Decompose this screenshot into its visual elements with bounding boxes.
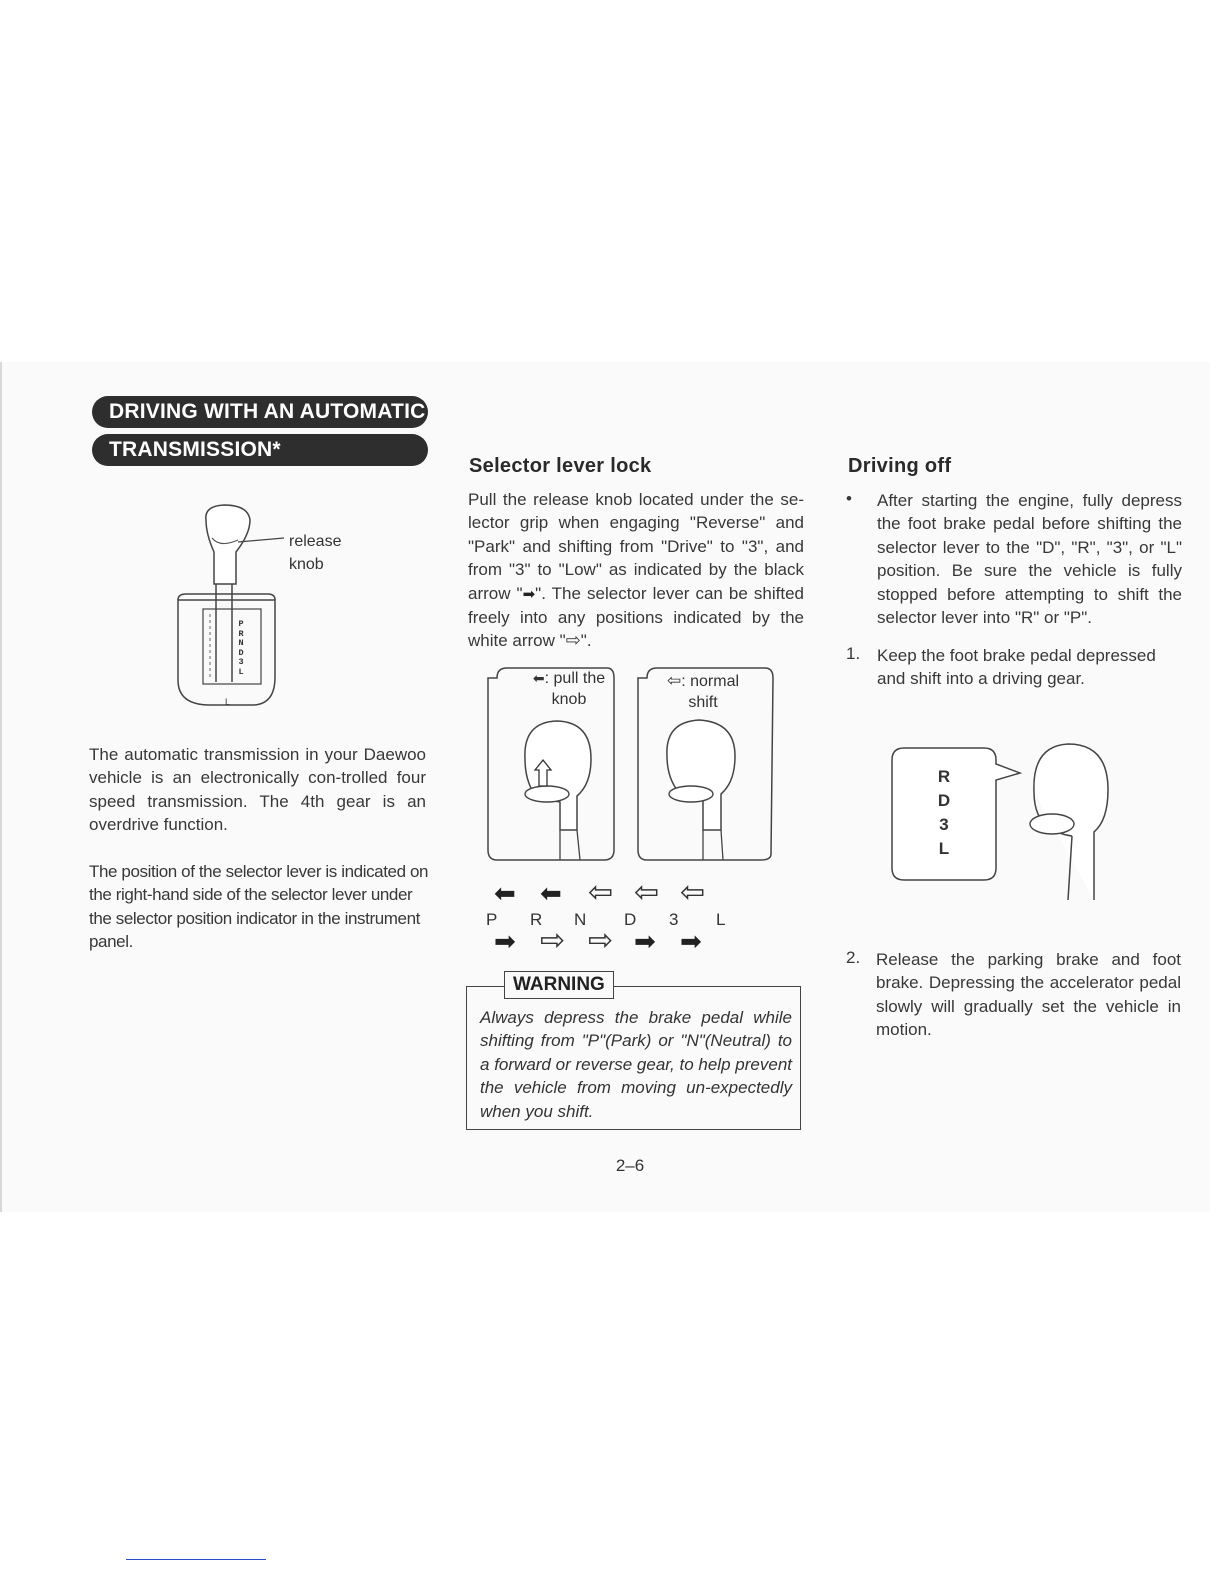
gate-letter: P: [238, 619, 244, 629]
section-banner-line2: TRANSMISSION*: [92, 434, 428, 466]
black-arrow-right-icon: ➡: [680, 926, 702, 956]
knob-label: knob: [289, 556, 324, 573]
black-arrow-right-icon: ➡: [634, 926, 656, 956]
gear-letter-r: R: [530, 910, 543, 929]
gate-letter: R: [238, 628, 244, 639]
gate-letter: D: [238, 647, 244, 658]
paragraph-text: Pull the release knob located under the se-lector grip when engaging "Reverse" and "Park" and shifting from "Drive" to "3", and from "3" to "Low" as indicated by the black arrow ": [468, 490, 804, 603]
normal-shift-legend: [648, 670, 758, 713]
white-arrow-left-icon: ⇦: [588, 876, 614, 909]
bullet-paragraph: After starting the engine, fully depress the foot brake pedal before shifting the selector lever to the "D", "R", "3", or "L" position. Be sure the vehicle is fully stopped before attempting to shift the selector lever into "R" or "P".: [877, 491, 1182, 628]
black-arrow-right-icon: ➡: [494, 926, 516, 956]
page-number: 2–6: [615, 1156, 645, 1175]
release-label: release: [289, 533, 342, 550]
gate-letter: 3: [238, 657, 244, 667]
intro-paragraph: The automatic transmission in your Daewoo vehicle is an electronically con-trolled four speed transmission. The 4th gear is an overdrive function.: [89, 745, 426, 835]
gear-letter-n: N: [574, 910, 587, 929]
step-1-text: Keep the foot brake pedal depressed and shift into a driving gear.: [877, 646, 1156, 689]
white-arrow-right-icon: ⇨: [588, 924, 614, 957]
gear-letter-3: 3: [669, 910, 679, 929]
white-arrow-icon: ⇨: [565, 630, 581, 651]
legend-text: : pull the: [544, 670, 606, 687]
white-arrow-right-icon: ⇨: [540, 924, 566, 957]
step-2-text: Release the parking brake and foot brake. Depressing the accelerator pedal slowly will gradually set the vehicle in motion.: [876, 950, 1181, 1040]
section-banner-line1: DRIVING WITH AN AUTOMATIC: [92, 396, 428, 428]
selector-lock-paragraph: [468, 488, 804, 653]
white-arrow-left-icon: ⇦: [634, 876, 660, 909]
gate-bottom-letter: L: [225, 697, 231, 707]
white-arrow-left-icon: ⇦: [680, 876, 706, 909]
black-arrow-left-icon: ⬅: [540, 878, 562, 908]
bottom-link-line[interactable]: [126, 1559, 266, 1560]
legend-text: shift: [688, 694, 718, 711]
indicator-letter-r: R: [937, 767, 951, 786]
legend-text: knob: [551, 691, 587, 708]
selector-indicator-figure: [888, 740, 1118, 905]
gate-letter: N: [238, 638, 244, 648]
selector-lever-lock-heading: Selector lever lock: [469, 455, 652, 477]
driving-off-heading: Driving off: [848, 455, 952, 477]
pull-knob-legend: [514, 668, 624, 710]
paragraph-text: ".: [580, 631, 592, 651]
black-arrow-icon: ➡: [522, 585, 536, 603]
indicator-letter-d: D: [937, 791, 951, 810]
gate-letters: [236, 620, 246, 677]
gear-letter-d: D: [624, 910, 637, 929]
indicator-letter-l: L: [938, 839, 950, 858]
indicator-letter-3: 3: [939, 815, 949, 834]
black-arrow-left-icon: ⬅: [494, 878, 516, 908]
step-2-marker: 2.: [846, 948, 861, 967]
gear-letter-p: P: [486, 910, 498, 929]
page-edge: [0, 362, 2, 1212]
paragraph-text: ". The selector lever can be shifted freely into any positions indicated by the white arrow ": [468, 583, 804, 651]
gate-letter: L: [238, 666, 244, 677]
warning-text: Always depress the brake pedal while shifting from "P"(Park) or "N"(Neutral) to a forward or reverse gear, to help prevent the vehicle from moving un-expectedly when you shift.: [480, 1008, 792, 1121]
warning-title: WARNING: [504, 971, 614, 999]
indicator-letters: [933, 765, 955, 861]
bullet-marker: •: [846, 489, 852, 508]
black-arrow-left-icon: ⬅: [532, 670, 545, 686]
position-paragraph: The position of the selector lever is indicated on the right-hand side of the selector lever under the selector position indicator in the instrument panel.: [89, 862, 429, 952]
step-1-marker: 1.: [846, 644, 861, 663]
legend-text: : normal: [681, 673, 740, 690]
gear-letter-l: L: [716, 910, 726, 929]
gear-shift-diagram: [486, 876, 726, 958]
white-arrow-left-icon: ⇦: [666, 671, 682, 690]
